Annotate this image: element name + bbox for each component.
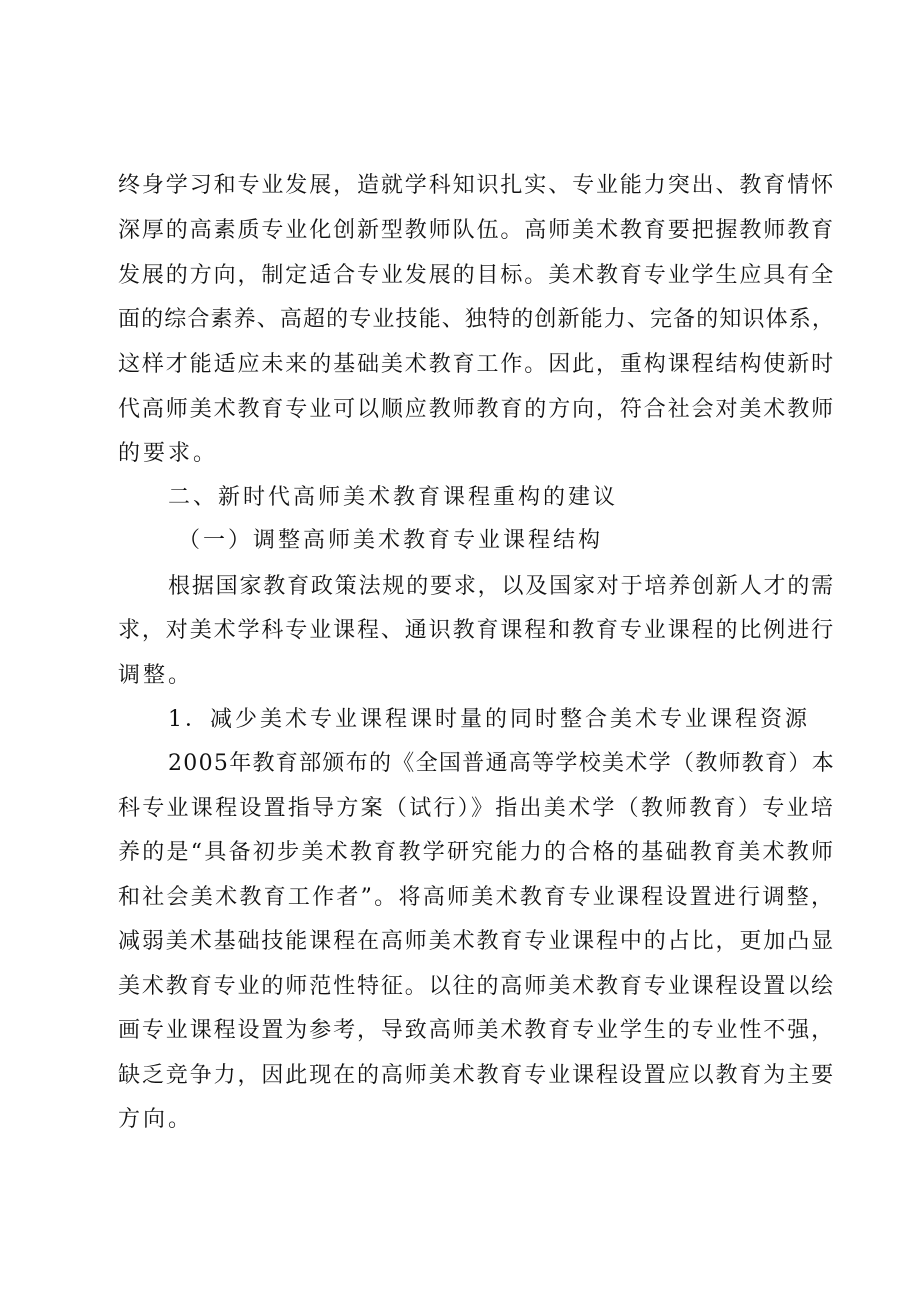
body-text-line: 科专业课程设置指导方案（试行）》指出美术学（教师教育）专业培 — [118, 796, 836, 821]
section-heading: 二、新时代高师美术教育课程重构的建议 — [168, 485, 619, 510]
body-text-line: 终身学习和专业发展，造就学科知识扎实、专业能力突出、教育情怀 — [118, 173, 836, 198]
body-text-line: 缺乏竞争力，因此现在的高师美术教育专业课程设置应以教育为主要 — [118, 1063, 836, 1088]
body-text-line: 的要求。 — [118, 441, 219, 466]
body-text-line: 和社会美术教育工作者”。将高师美术教育专业课程设置进行调整， — [118, 885, 836, 910]
body-text-line: 画专业课程设置为参考，导致高师美术教育专业学生的专业性不强， — [118, 1018, 836, 1043]
body-text-line: 方向。 — [118, 1107, 194, 1132]
body-text-line: 发展的方向，制定适合专业发展的目标。美术教育专业学生应具有全 — [118, 263, 836, 288]
body-text-line: 代高师美术教育专业可以顺应教师教育的方向，符合社会对美术教师 — [118, 397, 836, 422]
body-text-line: 调整。 — [118, 663, 194, 688]
body-text-line: 养的是“具备初步美术教育教学研究能力的合格的基础教育美术教师 — [118, 840, 836, 865]
body-text-line: 2005年教育部颁布的《全国普通高等学校美术学（教师教育）本 — [168, 751, 835, 776]
subsection-heading: （一）调整高师美术教育专业课程结构 — [178, 528, 604, 553]
item-heading: 1．减少美术专业课程课时量的同时整合美术专业课程资源 — [168, 707, 810, 732]
body-text-line: 求，对美术学科专业课程、通识教育课程和教育专业课程的比例进行 — [118, 618, 836, 643]
body-text-line: 美术教育专业的师范性特征。以往的高师美术教育专业课程设置以绘 — [118, 974, 836, 999]
body-text-line: 面的综合素养、高超的专业技能、独特的创新能力、完备的知识体系， — [118, 307, 836, 332]
body-text-line: 深厚的高素质专业化创新型教师队伍。高师美术教育要把握教师教育 — [118, 218, 836, 243]
body-text-line: 这样才能适应未来的基础美术教育工作。因此，重构课程结构使新时 — [118, 352, 836, 377]
body-text-line: 根据国家教育政策法规的要求，以及国家对于培养创新人才的需 — [168, 574, 836, 599]
body-text-line: 减弱美术基础技能课程在高师美术教育专业课程中的占比，更加凸显 — [118, 929, 836, 954]
